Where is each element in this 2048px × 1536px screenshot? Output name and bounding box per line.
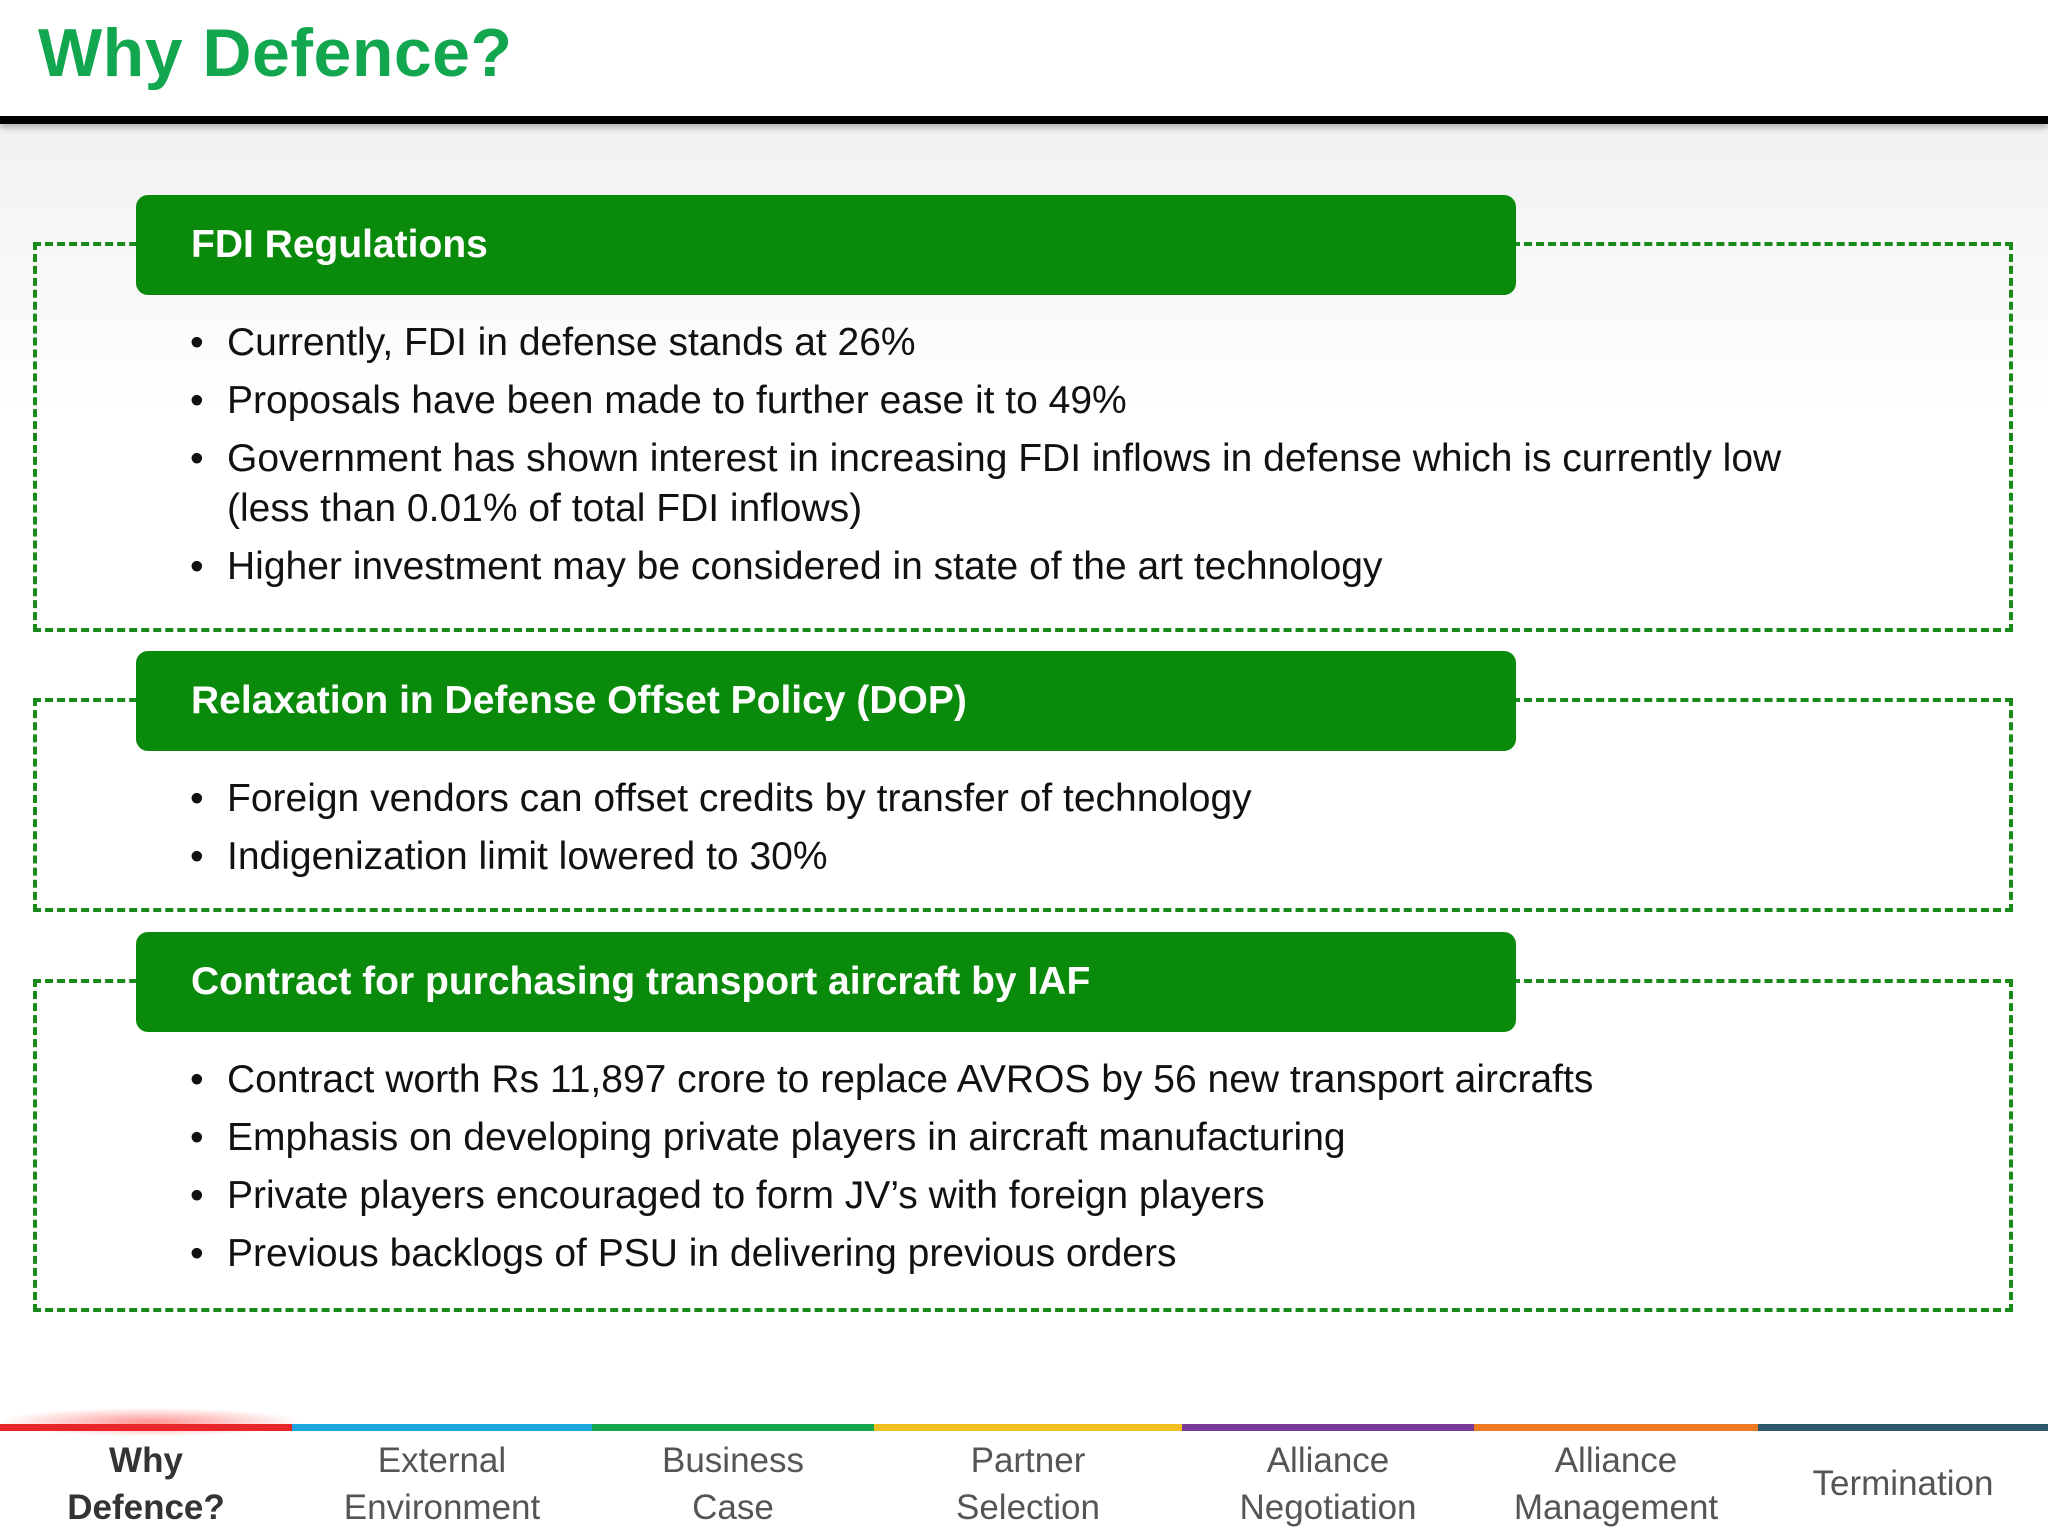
fdi-regulations-bullets xyxy=(190,318,1870,600)
nav-tab-why-defence[interactable]: Why Defence? xyxy=(0,1424,292,1536)
bullet-item: • Contract worth Rs 11,897 crore to replace AVROS by 56 new transport aircrafts xyxy=(190,1055,1870,1105)
dop-bullets xyxy=(190,774,1870,890)
nav-tab-business-case[interactable]: Business Case xyxy=(592,1424,874,1536)
bullet-item: • Currently, FDI in defense stands at 26% xyxy=(190,318,1870,368)
section-heading-fdi-regulations: FDI Regulations xyxy=(136,195,1516,295)
section-navigation xyxy=(0,1424,2048,1536)
nav-tab-partner-selection[interactable]: Partner Selection xyxy=(874,1424,1182,1536)
bullet-item: • Foreign vendors can offset credits by transfer of technology xyxy=(190,774,1870,824)
bullet-item: • Government has shown interest in increasing FDI inflows in defense which is currently low (less than 0.01% of total FDI inflows) xyxy=(190,434,1870,534)
nav-tab-alliance-negotiation[interactable]: Alliance Negotiation xyxy=(1182,1424,1474,1536)
bullet-item: • Private players encouraged to form JV’s with foreign players xyxy=(190,1171,1870,1221)
iaf-contract-bullets xyxy=(190,1055,1870,1287)
page-title: Why Defence? xyxy=(38,15,513,91)
bullet-item: • Higher investment may be considered in state of the art technology xyxy=(190,542,1870,592)
bullet-item: • Indigenization limit lowered to 30% xyxy=(190,832,1870,882)
title-divider xyxy=(0,116,2048,124)
section-heading-dop: Relaxation in Defense Offset Policy (DOP) xyxy=(136,651,1516,751)
bullet-item: • Previous backlogs of PSU in delivering previous orders xyxy=(190,1229,1870,1279)
nav-tab-alliance-management[interactable]: Alliance Management xyxy=(1474,1424,1758,1536)
nav-tab-external-environment[interactable]: External Environment xyxy=(292,1424,592,1536)
bullet-item: • Proposals have been made to further ease it to 49% xyxy=(190,376,1870,426)
nav-tab-termination[interactable]: Termination xyxy=(1758,1424,2048,1536)
section-heading-iaf-contract: Contract for purchasing transport aircraft by IAF xyxy=(136,932,1516,1032)
bullet-item: • Emphasis on developing private players in aircraft manufacturing xyxy=(190,1113,1870,1163)
